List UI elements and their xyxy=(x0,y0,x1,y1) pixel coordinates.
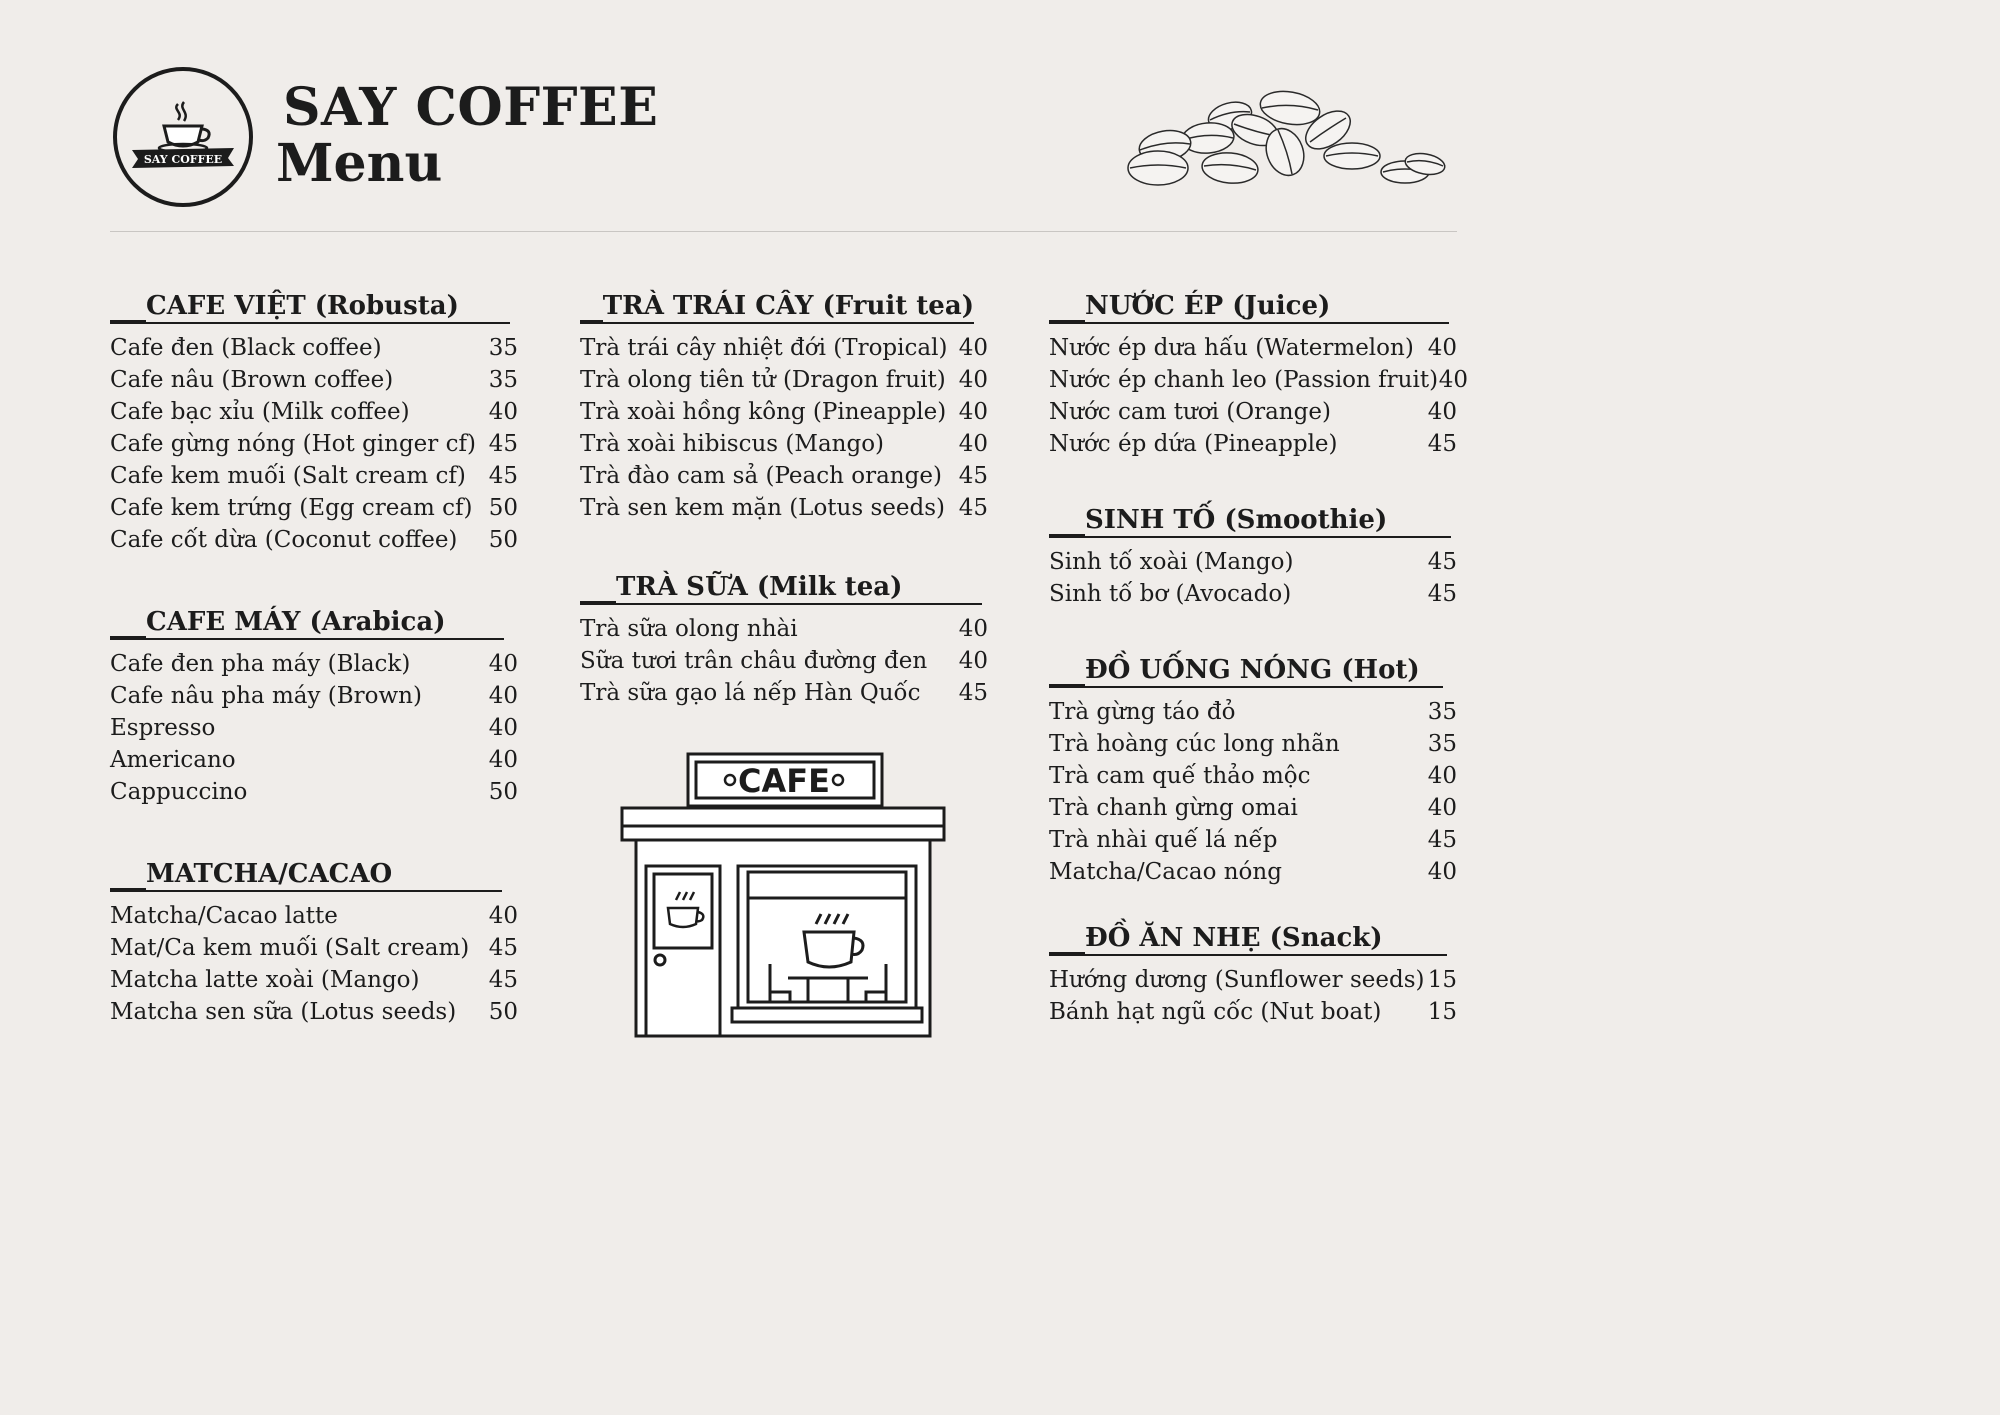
menu-item-price: 40 xyxy=(958,431,988,457)
menu-item-price: 40 xyxy=(488,715,518,741)
menu-item-price: 40 xyxy=(958,335,988,361)
menu-item-name: Trà chanh gừng omai xyxy=(1049,795,1298,821)
menu-item-price: 45 xyxy=(958,463,988,489)
menu-item-price: 50 xyxy=(488,779,518,805)
menu-item-name: Hướng dương (Sunflower seeds) xyxy=(1049,967,1425,993)
menu-item-price: 40 xyxy=(1438,367,1469,393)
menu-item xyxy=(1049,396,1457,428)
section-do-an-nhe xyxy=(1049,922,1457,1028)
menu-item-price: 45 xyxy=(488,463,518,489)
menu-item-name: Trà đào cam sả (Peach orange) xyxy=(580,463,942,489)
menu-item-price: 45 xyxy=(1427,431,1457,457)
menu-item-price: 40 xyxy=(1427,763,1457,789)
menu-item-name: Americano xyxy=(110,747,236,773)
menu-item xyxy=(1049,332,1457,364)
menu-item xyxy=(1049,824,1457,856)
menu-item-name: Matcha latte xoài (Mango) xyxy=(110,967,420,993)
page-title: Menu xyxy=(276,133,443,194)
logo-text: SAY COFFEE xyxy=(143,153,223,166)
menu-item xyxy=(110,648,518,680)
menu-item-price: 40 xyxy=(958,399,988,425)
section-title: TRÀ SỮA (Milk tea) xyxy=(580,571,982,605)
menu-item-name: Cafe gừng nóng (Hot ginger cf) xyxy=(110,431,476,457)
menu-item-name: Matcha/Cacao latte xyxy=(110,903,338,929)
menu-item xyxy=(580,364,988,396)
menu-item xyxy=(110,396,518,428)
menu-item xyxy=(580,460,988,492)
menu-item-name: Mat/Ca kem muối (Salt cream) xyxy=(110,935,470,961)
menu-item xyxy=(1049,728,1457,760)
section-title: SINH TỐ (Smoothie) xyxy=(1049,504,1451,538)
menu-item-price: 45 xyxy=(958,495,988,521)
section-title: ĐỒ UỐNG NÓNG (Hot) xyxy=(1049,654,1443,688)
menu-item-name: Trà cam quế thảo mộc xyxy=(1049,763,1311,789)
menu-item-name: Sinh tố xoài (Mango) xyxy=(1049,549,1294,575)
menu-item-price: 15 xyxy=(1427,999,1457,1025)
menu-item-price: 40 xyxy=(958,648,988,674)
menu-item-name: Nước cam tươi (Orange) xyxy=(1049,399,1331,425)
item-list xyxy=(1049,964,1457,1028)
menu-item-price: 15 xyxy=(1427,967,1457,993)
menu-item-price: 40 xyxy=(488,651,518,677)
menu-item-name: Trà sữa gạo lá nếp Hàn Quốc xyxy=(580,680,921,706)
menu-item-name: Trà nhài quế lá nếp xyxy=(1049,827,1278,853)
item-list xyxy=(1049,546,1457,610)
menu-item-price: 40 xyxy=(1427,335,1457,361)
menu-item-name: Matcha/Cacao nóng xyxy=(1049,859,1282,885)
menu-item xyxy=(110,712,518,744)
menu-item-price: 50 xyxy=(488,999,518,1025)
menu-item-name: Nước ép dưa hấu (Watermelon) xyxy=(1049,335,1414,361)
menu-item-name: Trà xoài hibiscus (Mango) xyxy=(580,431,885,457)
menu-item xyxy=(110,996,518,1028)
menu-item-price: 50 xyxy=(488,495,518,521)
menu-item xyxy=(1049,856,1457,888)
menu-item xyxy=(580,645,988,677)
menu-item-price: 40 xyxy=(488,683,518,709)
menu-item xyxy=(1049,996,1457,1028)
menu-item xyxy=(110,964,518,996)
menu-item-price: 40 xyxy=(958,367,988,393)
menu-item-price: 40 xyxy=(958,616,988,642)
menu-item xyxy=(110,932,518,964)
menu-item xyxy=(1049,578,1457,610)
logo xyxy=(112,66,254,208)
section-nuoc-ep xyxy=(1049,290,1469,460)
menu-item xyxy=(110,492,518,524)
menu-item-name: Cafe nâu (Brown coffee) xyxy=(110,367,394,393)
menu-item-price: 40 xyxy=(1427,859,1457,885)
section-title: MATCHA/CACAO xyxy=(110,858,502,892)
menu-item xyxy=(580,492,988,524)
menu-item-name: Espresso xyxy=(110,715,216,741)
item-list xyxy=(110,900,518,1028)
item-list xyxy=(580,613,988,709)
menu-item-price: 35 xyxy=(488,335,518,361)
menu-item xyxy=(110,900,518,932)
menu-item xyxy=(1049,696,1457,728)
menu-item xyxy=(110,428,518,460)
item-list xyxy=(1049,332,1469,460)
menu-item-price: 45 xyxy=(488,935,518,961)
menu-item-name: Cafe kem trứng (Egg cream cf) xyxy=(110,495,473,521)
menu-item-name: Trà trái cây nhiệt đới (Tropical) xyxy=(580,335,948,361)
menu-item-price: 35 xyxy=(1427,699,1457,725)
menu-item xyxy=(110,460,518,492)
menu-item-price: 45 xyxy=(1427,549,1457,575)
section-sinh-to xyxy=(1049,504,1457,610)
menu-item-name: Cafe đen pha máy (Black) xyxy=(110,651,411,677)
section-title: NƯỚC ÉP (Juice) xyxy=(1049,290,1449,324)
menu-item-price: 45 xyxy=(1427,827,1457,853)
menu-item xyxy=(580,428,988,460)
menu-item-price: 35 xyxy=(1427,731,1457,757)
menu-item-name: Sinh tố bơ (Avocado) xyxy=(1049,581,1292,607)
menu-item-name: Cafe kem muối (Salt cream cf) xyxy=(110,463,466,489)
section-matcha xyxy=(110,858,518,1028)
menu-item xyxy=(110,776,518,808)
menu-item-price: 40 xyxy=(1427,399,1457,425)
menu-item-price: 40 xyxy=(488,747,518,773)
menu-item xyxy=(110,524,518,556)
menu-item-price: 45 xyxy=(488,967,518,993)
menu-item-name: Cafe bạc xỉu (Milk coffee) xyxy=(110,399,410,425)
menu-item-name: Matcha sen sữa (Lotus seeds) xyxy=(110,999,457,1025)
section-do-uong-nong xyxy=(1049,654,1457,888)
menu-item-name: Cafe đen (Black coffee) xyxy=(110,335,382,361)
menu-item-name: Trà olong tiên tử (Dragon fruit) xyxy=(580,367,946,393)
cafe-sign-text: CAFE xyxy=(738,762,830,800)
cafe-storefront-illustration xyxy=(618,752,952,1040)
menu-item-name: Trà xoài hồng kông (Pineapple) xyxy=(580,399,947,425)
section-title: CAFE VIỆT (Robusta) xyxy=(110,290,510,324)
menu-item xyxy=(580,396,988,428)
menu-item xyxy=(110,332,518,364)
menu-item-price: 45 xyxy=(958,680,988,706)
section-title: ĐỒ ĂN NHẸ (Snack) xyxy=(1049,922,1447,956)
section-title: TRÀ TRÁI CÂY (Fruit tea) xyxy=(580,290,974,324)
menu-item xyxy=(1049,760,1457,792)
menu-item xyxy=(580,613,988,645)
menu-item-name: Trà hoàng cúc long nhãn xyxy=(1049,731,1340,757)
menu-item xyxy=(1049,546,1457,578)
menu-item-name: Bánh hạt ngũ cốc (Nut boat) xyxy=(1049,999,1382,1025)
section-tra-trai-cay xyxy=(580,290,988,524)
menu-item xyxy=(110,744,518,776)
menu-item-name: Cafe cốt dừa (Coconut coffee) xyxy=(110,527,458,553)
item-list xyxy=(110,648,518,808)
menu-item-name: Trà sen kem mặn (Lotus seeds) xyxy=(580,495,946,521)
section-tra-sua xyxy=(580,571,988,709)
menu-item xyxy=(110,364,518,396)
menu-item-price: 35 xyxy=(488,367,518,393)
menu-item-price: 40 xyxy=(488,399,518,425)
section-cafe-may xyxy=(110,606,518,808)
menu-item-name: Nước ép dứa (Pineapple) xyxy=(1049,431,1338,457)
menu-item-price: 45 xyxy=(1427,581,1457,607)
menu-item-price: 45 xyxy=(488,431,518,457)
menu-item xyxy=(1049,964,1457,996)
menu-item-price: 40 xyxy=(1427,795,1457,821)
item-list xyxy=(580,332,988,524)
menu-item xyxy=(1049,792,1457,824)
menu-item-name: Trà sữa olong nhài xyxy=(580,616,798,642)
menu-item xyxy=(110,680,518,712)
menu-item xyxy=(1049,428,1457,460)
menu-item-name: Nước ép chanh leo (Passion fruit) xyxy=(1049,367,1439,393)
item-list xyxy=(110,332,518,556)
menu-item-price: 50 xyxy=(488,527,518,553)
brand-name: SAY COFFEE xyxy=(283,77,659,138)
header-divider xyxy=(110,231,1457,232)
item-list xyxy=(1049,696,1457,888)
menu-item-price: 40 xyxy=(488,903,518,929)
menu-item xyxy=(1049,364,1469,396)
section-cafe-viet xyxy=(110,290,518,556)
menu-item xyxy=(580,332,988,364)
menu-item-name: Cafe nâu pha máy (Brown) xyxy=(110,683,422,709)
menu-item-name: Sữa tươi trân châu đường đen xyxy=(580,648,928,674)
section-title: CAFE MÁY (Arabica) xyxy=(110,606,504,640)
menu-item-name: Trà gừng táo đỏ xyxy=(1049,699,1236,725)
menu-item-name: Cappuccino xyxy=(110,779,248,805)
menu-item xyxy=(580,677,988,709)
coffee-beans-illustration xyxy=(1120,80,1460,195)
